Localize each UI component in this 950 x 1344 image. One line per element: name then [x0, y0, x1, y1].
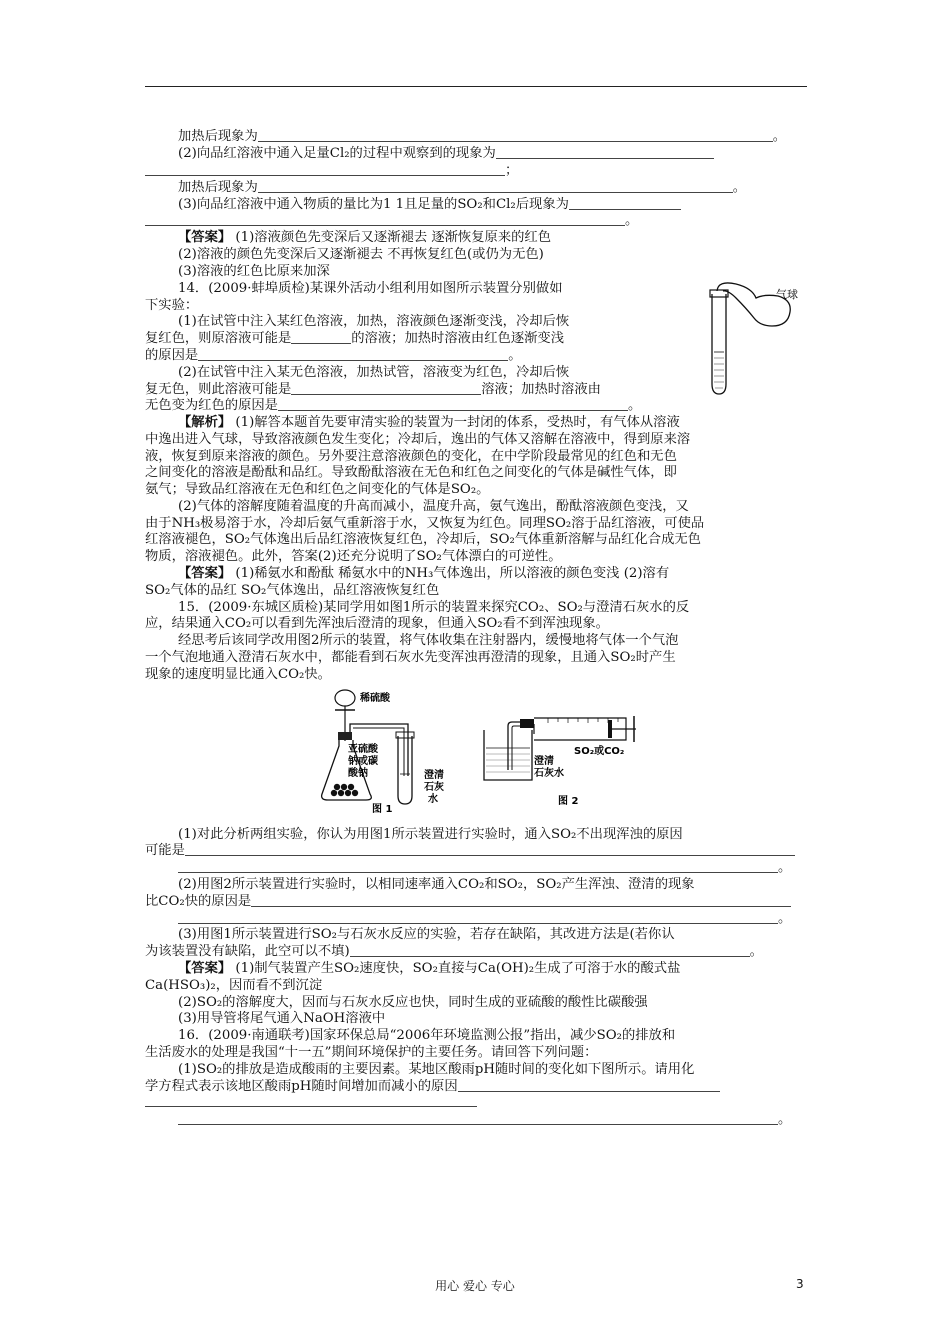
answer-blank[interactable]	[145, 162, 505, 176]
text-line: 一个气泡地通入澄清石灰水中，都能看到石灰水先变浑浊再澄清的现象，且通入SO₂时产生	[145, 650, 676, 665]
answer-blank[interactable]	[178, 859, 778, 873]
text-line: (2)在试管中注入某无色溶液，加热试管，溶液变为红色，冷却后恢	[178, 365, 570, 380]
answer-blank[interactable]	[496, 145, 714, 159]
text-line: 无色变为红色的原因是 。	[145, 398, 642, 413]
fig1-lime-label-2: 石灰	[424, 782, 444, 793]
answer-blank[interactable]	[291, 330, 351, 344]
fig2-gas-label: SO₂或CO₂	[574, 746, 625, 757]
figure-1-apparatus	[320, 686, 460, 814]
balloon-label: 气球	[776, 288, 798, 301]
text-line: 比CO₂快的原因是	[145, 893, 791, 910]
page-number: 3	[796, 1277, 804, 1291]
answer-blank[interactable]	[258, 179, 733, 193]
answer-line: 【答案】 (1)稀氨水和酚酞 稀氨水中的NH₃气体逸出，所以溶液的颜色变浅 (2)溶有	[178, 566, 670, 581]
answer-blank[interactable]	[145, 1106, 477, 1107]
answer-line: (3)用导管将尾气通入NaOH溶液中	[178, 1011, 386, 1026]
text-line: 生活废水的处理是我国“十一五”期间环境保护的主要任务。请回答下列问题：	[145, 1045, 598, 1060]
analysis-line: 之间变化的溶液是酚酞和品红。导致酚酞溶液在无色和红色之间变化的气体是碱性气体，即	[145, 465, 677, 480]
analysis-line: 红溶液褪色，SO₂气体逸出后品红溶液恢复红色，冷却后，SO₂气体重新溶解与品红化合成无色	[145, 532, 701, 547]
header-rule	[145, 86, 807, 87]
answer-line: 【答案】 (1)溶液颜色先变深后又逐渐褪去 逐渐恢复原来的红色	[178, 230, 552, 245]
figure-2-apparatus	[478, 704, 638, 814]
text-line: 加热后现象为 。	[178, 129, 787, 144]
text-line: 下实验：	[145, 298, 199, 313]
analysis-line: 物质，溶液褪色。此外，答案(2)还充分说明了SO₂气体漂白的可逆性。	[145, 549, 562, 564]
analysis-line: 由于NH₃极易溶于水，冷却后氨气重新溶于水，又恢复为红色。同理SO₂溶于品红溶液，可使品	[145, 516, 705, 531]
text-line: 加热后现象为 。	[178, 180, 747, 195]
text-line: 为该装置没有缺陷，此空可以不填) 。	[145, 944, 763, 959]
fig1-caption: 图 1	[372, 804, 393, 814]
answer-blank[interactable]	[198, 347, 508, 361]
answer-blank[interactable]	[278, 397, 628, 411]
text-line: 经思考后该同学改用图2所示的装置，将气体收集在注射器内，缓慢地将气体一个气泡	[178, 633, 679, 648]
text-line: 现象的速度明显比通入CO₂快。	[145, 667, 331, 682]
answer-blank[interactable]	[291, 381, 481, 395]
text-line: (1)在试管中注入某红色溶液，加热，溶液颜色逐渐变浅，冷却后恢	[178, 314, 570, 329]
fig2-caption: 图 2	[558, 796, 579, 807]
fig1-salt-label-1: 亚硫酸	[348, 744, 378, 755]
analysis-line: 氨气；导致品红溶液在无色和红色之间变化的气体是SO₂。	[145, 482, 490, 497]
fig1-lime-label-3: 水	[428, 794, 438, 805]
fig1-lime-label-1: 澄清	[424, 770, 444, 781]
text-line: 16．(2009·南通联考)国家环保总局“2006年环境监测公报”指出，减少SO₂的排放和	[178, 1028, 676, 1043]
text-line: 。	[178, 859, 791, 876]
text-line: 15．(2009·东城区质检)某同学用如图1所示的装置来探究CO₂、SO₂与澄清石灰水的反	[178, 600, 690, 615]
analysis-line: 中逸出进入气球，导致溶液颜色发生变化；冷却后，逸出的气体又溶解在溶液中，得到原来溶	[145, 432, 691, 447]
fig2-lime-label-2: 石灰水	[534, 768, 564, 779]
answer-line: Ca(HSO₃)₂，因而看不到沉淀	[145, 978, 323, 993]
analysis-line: 【解析】 (1)解答本题首先要审清实验的装置为一封闭的体系，受热时，有气体从溶液	[178, 415, 680, 430]
fig1-acid-label: 稀硫酸	[360, 693, 390, 704]
text-line: (1)对此分析两组实验，你认为用图1所示装置进行实验时，通入SO₂不出现浑浊的原因	[178, 827, 683, 842]
text-line: (3)用图1所示装置进行SO₂与石灰水反应的实验，若存在缺陷，其改进方法是(若你认	[178, 927, 675, 942]
answer-blank[interactable]	[251, 893, 791, 907]
fig1-salt-label-3: 酸钠	[348, 768, 368, 779]
answer-line: (2)溶液的颜色先变深后又逐渐褪去 不再恢复红色(或仍为无色)	[178, 247, 544, 262]
text-line: (2)用图2所示装置进行实验时，以相同速率通入CO₂和SO₂，SO₂产生浑浊、澄清的现象	[178, 877, 695, 892]
answer-blank[interactable]	[178, 1111, 778, 1125]
answer-blank[interactable]	[145, 212, 625, 226]
text-line: ；	[145, 162, 518, 179]
answer-blank[interactable]	[178, 910, 778, 924]
text-line: (2)向品红溶液中通入足量Cl₂的过程中观察到的现象为	[178, 145, 714, 162]
text-line: (1)SO₂的排放是造成酸雨的主要因素。某地区酸雨pH随时间的变化如下图所示。请用化	[178, 1062, 695, 1077]
answer-blank[interactable]	[569, 196, 681, 210]
answer-line: 【答案】 (1)制气装置产生SO₂速度快，SO₂直接与Ca(OH)₂生成了可溶于水的酸式盐	[178, 961, 681, 976]
text-line: 。	[145, 212, 638, 229]
answer-blank[interactable]	[258, 128, 773, 142]
text-line: 复红色，则原溶液可能是 的溶液；加热时溶液由红色逐渐变浅	[145, 331, 565, 346]
answer-blank[interactable]	[185, 842, 795, 856]
answer-line: (2)SO₂的溶解度大，因而与石灰水反应也快，同时生成的亚硫酸的酸性比碳酸强	[178, 995, 648, 1010]
text-line: 复无色，则此溶液可能是 溶液；加热时溶液由	[145, 382, 601, 397]
text-line: 可能是	[145, 842, 795, 859]
text-line: 。	[178, 1111, 791, 1128]
answer-blank[interactable]	[458, 1078, 720, 1092]
answer-line: SO₂气体的品红 SO₂气体逸出，品红溶液恢复红色	[145, 583, 440, 598]
text-line: (3)向品红溶液中通入物质的量比为1 1且足量的SO₂和Cl₂后现象为	[178, 196, 681, 213]
text-line: 。	[178, 910, 791, 927]
answer-line: (3)溶液的红色比原来加深	[178, 264, 330, 279]
analysis-line: 液，恢复到原来溶液的颜色。另外要注意溶液颜色的变化，在中学阶段最常见的红色和无色	[145, 449, 677, 464]
text-line: 14．(2009·蚌埠质检)某课外活动小组利用如图所示装置分别做如	[178, 281, 563, 296]
fig1-salt-label-2: 钠或碳	[348, 756, 378, 767]
answer-blank[interactable]	[350, 943, 750, 957]
analysis-line: (2)气体的溶解度随着温度的升高而减小，温度升高，氨气逸出，酚酞溶液颜色变浅，又	[178, 499, 689, 514]
text-line: 的原因是 。	[145, 348, 522, 363]
text-line: 学方程式表示该地区酸雨pH随时间增加而减小的原因	[145, 1078, 720, 1095]
fig2-lime-label-1: 澄清	[534, 756, 554, 767]
balloon-test-tube-figure	[698, 282, 810, 400]
text-line: 应，结果通入CO₂可以看到先浑浊后澄清的现象，但通入SO₂看不到浑浊现象。	[145, 616, 609, 631]
page-footer: 用心 爱心 专心	[435, 1279, 515, 1293]
